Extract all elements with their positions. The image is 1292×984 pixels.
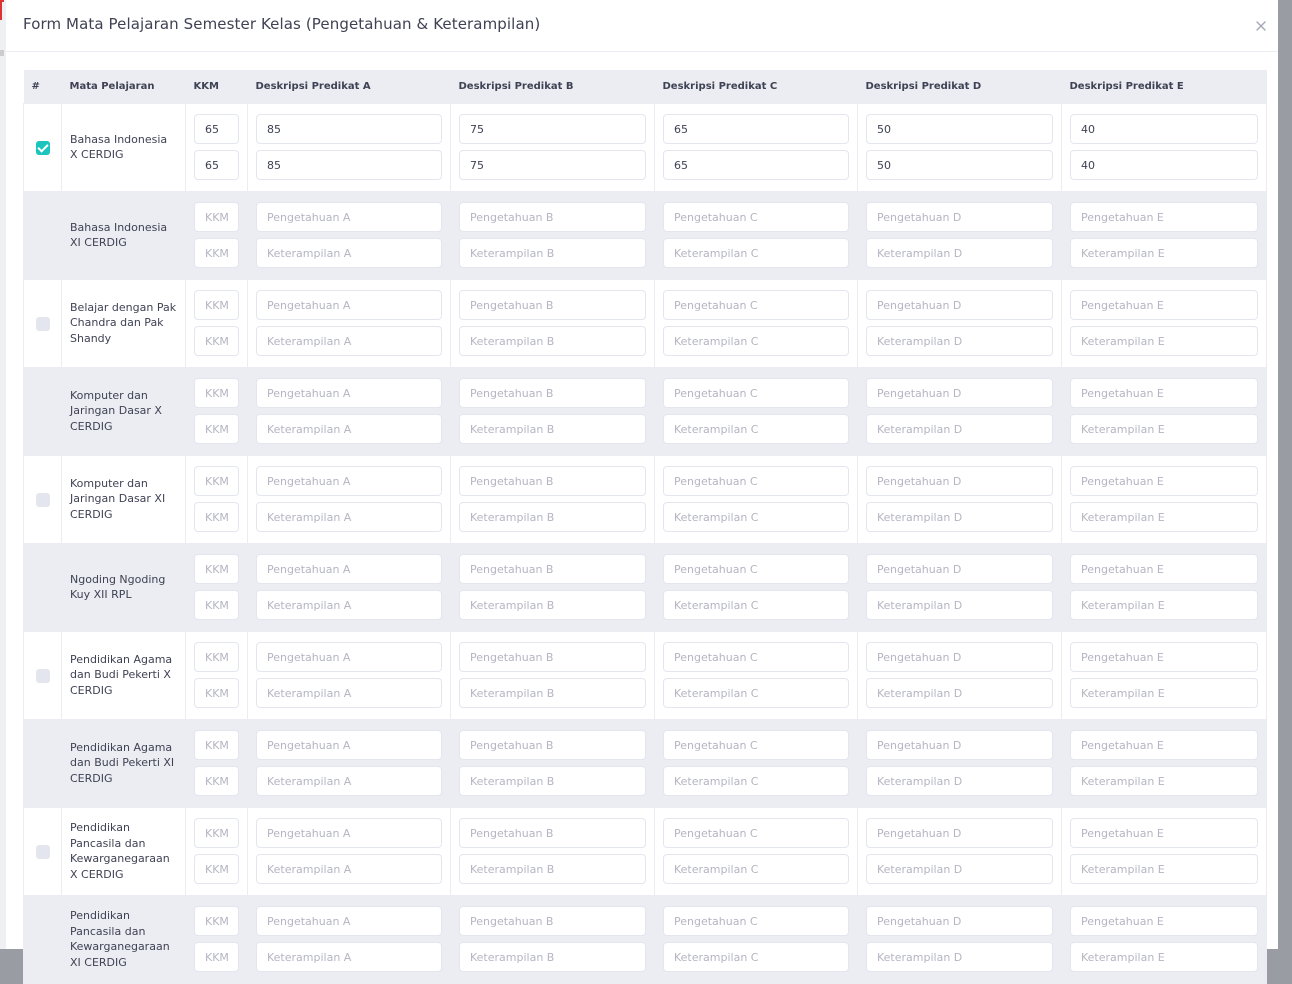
pengetahuan-e-input[interactable] — [1070, 290, 1258, 320]
keterampilan-c-input[interactable] — [663, 502, 849, 532]
predikat-d-cell — [858, 191, 1062, 279]
checkbox[interactable] — [36, 845, 50, 859]
keterampilan-b-input[interactable] — [459, 766, 646, 796]
predikat-a-cell — [248, 895, 451, 983]
keterampilan-b-input[interactable] — [459, 502, 646, 532]
pengetahuan-d-input[interactable] — [866, 818, 1053, 848]
predikat-e-cell — [1062, 895, 1267, 983]
kkm-keterampilan-input[interactable] — [194, 590, 239, 620]
keterampilan-c-input[interactable] — [663, 150, 849, 180]
subject-cell — [62, 279, 186, 367]
predikat-a-cell — [248, 103, 451, 191]
kkm-pengetahuan-input[interactable] — [194, 466, 239, 496]
predikat-d-cell — [858, 719, 1062, 807]
background-marker — [0, 50, 4, 56]
keterampilan-d-input[interactable] — [866, 238, 1053, 268]
subject-name: Pendidikan Agama dan Budi Pekerti XI CERDIG — [70, 740, 175, 785]
kkm-cell — [186, 455, 248, 543]
keterampilan-a-input[interactable] — [256, 942, 442, 972]
predikat-b-cell — [451, 543, 655, 631]
predikat-e-cell — [1062, 543, 1267, 631]
pengetahuan-b-input[interactable] — [459, 642, 646, 672]
kkm-pengetahuan-input[interactable] — [194, 642, 239, 672]
close-icon-glyph — [1251, 16, 1271, 36]
table-body — [24, 103, 1267, 983]
pengetahuan-c-input[interactable] — [663, 114, 849, 144]
pengetahuan-d-input[interactable] — [866, 730, 1053, 760]
predikat-d-cell — [858, 367, 1062, 455]
predikat-d-cell — [858, 631, 1062, 719]
keterampilan-c-input[interactable] — [663, 326, 849, 356]
predikat-c-cell — [655, 279, 858, 367]
pengetahuan-b-input[interactable] — [459, 466, 646, 496]
pengetahuan-b-input[interactable] — [459, 554, 646, 584]
kkm-pengetahuan-input[interactable] — [194, 114, 239, 144]
keterampilan-a-input[interactable] — [256, 590, 442, 620]
header-kkm: KKM — [186, 70, 248, 103]
kkm-cell — [186, 631, 248, 719]
table-row — [24, 807, 1267, 895]
kkm-keterampilan-input[interactable] — [194, 414, 239, 444]
pengetahuan-b-input[interactable] — [459, 906, 646, 936]
predikat-c-cell — [655, 631, 858, 719]
keterampilan-c-input[interactable] — [663, 854, 849, 884]
kkm-keterampilan-input[interactable] — [194, 678, 239, 708]
pengetahuan-c-input[interactable] — [663, 818, 849, 848]
keterampilan-e-input[interactable] — [1070, 326, 1258, 356]
keterampilan-b-input[interactable] — [459, 414, 646, 444]
subject-cell — [62, 631, 186, 719]
pengetahuan-d-input[interactable] — [866, 906, 1053, 936]
subject-name: Komputer dan Jaringan Dasar X CERDIG — [70, 388, 162, 433]
table-row — [24, 279, 1267, 367]
kkm-keterampilan-input[interactable] — [194, 238, 239, 268]
row-select-cell — [24, 895, 62, 983]
keterampilan-d-input[interactable] — [866, 590, 1053, 620]
keterampilan-d-input[interactable] — [866, 150, 1053, 180]
checkbox-checked[interactable] — [36, 141, 50, 155]
kkm-keterampilan-input[interactable] — [194, 766, 239, 796]
predikat-e-cell — [1062, 719, 1267, 807]
kkm-pengetahuan-input[interactable] — [194, 818, 239, 848]
subject-name: Pendidikan Pancasila dan Kewarganegaraan X CERDIG — [70, 821, 170, 881]
predikat-d-cell — [858, 543, 1062, 631]
checkbox[interactable] — [36, 317, 50, 331]
subject-cell — [62, 191, 186, 279]
pengetahuan-c-input[interactable] — [663, 378, 849, 408]
predikat-d-cell — [858, 279, 1062, 367]
keterampilan-d-input[interactable] — [866, 854, 1053, 884]
keterampilan-c-input[interactable] — [663, 590, 849, 620]
predikat-b-cell — [451, 279, 655, 367]
pengetahuan-a-input[interactable] — [256, 554, 442, 584]
background-marker — [0, 0, 4, 20]
predikat-c-cell — [655, 543, 858, 631]
predikat-c-cell — [655, 895, 858, 983]
predikat-e-cell — [1062, 807, 1267, 895]
pengetahuan-b-input[interactable] — [459, 114, 646, 144]
keterampilan-a-input[interactable] — [256, 678, 442, 708]
pengetahuan-b-input[interactable] — [459, 202, 646, 232]
row-select-cell — [24, 191, 62, 279]
kkm-cell — [186, 367, 248, 455]
keterampilan-a-input[interactable] — [256, 150, 442, 180]
pengetahuan-a-input[interactable] — [256, 642, 442, 672]
table-row — [24, 367, 1267, 455]
header-predikat-a: Deskripsi Predikat A — [248, 70, 451, 103]
pengetahuan-e-input[interactable] — [1070, 906, 1258, 936]
predikat-e-cell — [1062, 191, 1267, 279]
predikat-b-cell — [451, 807, 655, 895]
modal-header — [6, 0, 1285, 52]
subject-cell — [62, 455, 186, 543]
predikat-e-cell — [1062, 455, 1267, 543]
predikat-c-cell — [655, 455, 858, 543]
subject-table — [23, 70, 1267, 984]
predikat-a-cell — [248, 191, 451, 279]
subject-cell — [62, 807, 186, 895]
row-select-cell — [24, 455, 62, 543]
header-subject: Mata Pelajaran — [62, 70, 186, 103]
predikat-d-cell — [858, 895, 1062, 983]
header-predikat-d: Deskripsi Predikat D — [858, 70, 1062, 103]
predikat-d-cell — [858, 103, 1062, 191]
pengetahuan-d-input[interactable] — [866, 290, 1053, 320]
predikat-e-cell — [1062, 279, 1267, 367]
predikat-a-cell — [248, 367, 451, 455]
table-row — [24, 103, 1267, 191]
keterampilan-c-input[interactable] — [663, 238, 849, 268]
pengetahuan-a-input[interactable] — [256, 290, 442, 320]
pengetahuan-d-input[interactable] — [866, 202, 1053, 232]
predikat-c-cell — [655, 191, 858, 279]
table-row — [24, 631, 1267, 719]
keterampilan-b-input[interactable] — [459, 150, 646, 180]
subject-name: Komputer dan Jaringan Dasar XI CERDIG — [70, 476, 166, 521]
predikat-a-cell — [248, 807, 451, 895]
kkm-pengetahuan-input[interactable] — [194, 554, 239, 584]
pengetahuan-d-input[interactable] — [866, 466, 1053, 496]
pengetahuan-d-input[interactable] — [866, 642, 1053, 672]
modal-title: Form Mata Pelajaran Semester Kelas (Pengetahuan & Keterampilan) — [23, 15, 541, 33]
predikat-a-cell — [248, 543, 451, 631]
pengetahuan-e-input[interactable] — [1070, 114, 1258, 144]
kkm-keterampilan-input[interactable] — [194, 854, 239, 884]
predikat-c-cell — [655, 103, 858, 191]
row-select-cell — [24, 719, 62, 807]
kkm-keterampilan-input[interactable] — [194, 502, 239, 532]
keterampilan-e-input[interactable] — [1070, 238, 1258, 268]
predikat-b-cell — [451, 895, 655, 983]
predikat-a-cell — [248, 719, 451, 807]
kkm-cell — [186, 543, 248, 631]
header-predikat-e: Deskripsi Predikat E — [1062, 70, 1267, 103]
subject-name: Ngoding Ngoding Kuy XII RPL — [70, 572, 166, 601]
subject-name: Pendidikan Agama dan Budi Pekerti X CERDIG — [70, 652, 173, 697]
subject-cell — [62, 543, 186, 631]
subject-form-modal — [6, 0, 1285, 969]
kkm-cell — [186, 103, 248, 191]
kkm-pengetahuan-input[interactable] — [194, 378, 239, 408]
keterampilan-c-input[interactable] — [663, 678, 849, 708]
keterampilan-d-input[interactable] — [866, 678, 1053, 708]
kkm-keterampilan-input[interactable] — [194, 942, 239, 972]
pengetahuan-e-input[interactable] — [1070, 202, 1258, 232]
kkm-pengetahuan-input[interactable] — [194, 290, 239, 320]
subject-table-wrapper — [23, 70, 1266, 984]
kkm-cell — [186, 279, 248, 367]
pengetahuan-a-input[interactable] — [256, 466, 442, 496]
predikat-b-cell — [451, 103, 655, 191]
predikat-a-cell — [248, 455, 451, 543]
row-select-cell — [24, 807, 62, 895]
pengetahuan-e-input[interactable] — [1070, 730, 1258, 760]
predikat-e-cell — [1062, 631, 1267, 719]
subject-name: Bahasa Indonesia XI CERDIG — [70, 220, 168, 249]
kkm-pengetahuan-input[interactable] — [194, 202, 239, 232]
kkm-cell — [186, 895, 248, 983]
pengetahuan-a-input[interactable] — [256, 730, 442, 760]
predikat-c-cell — [655, 719, 858, 807]
pengetahuan-c-input[interactable] — [663, 554, 849, 584]
predikat-b-cell — [451, 631, 655, 719]
header-predikat-c: Deskripsi Predikat C — [655, 70, 858, 103]
pengetahuan-c-input[interactable] — [663, 202, 849, 232]
pengetahuan-d-input[interactable] — [866, 554, 1053, 584]
checkbox[interactable] — [36, 669, 50, 683]
keterampilan-e-input[interactable] — [1070, 502, 1258, 532]
keterampilan-a-input[interactable] — [256, 502, 442, 532]
keterampilan-a-input[interactable] — [256, 766, 442, 796]
predikat-e-cell — [1062, 103, 1267, 191]
pengetahuan-e-input[interactable] — [1070, 378, 1258, 408]
predikat-b-cell — [451, 367, 655, 455]
row-select-cell — [24, 367, 62, 455]
row-select-cell — [24, 631, 62, 719]
table-row — [24, 455, 1267, 543]
keterampilan-e-input[interactable] — [1070, 854, 1258, 884]
keterampilan-e-input[interactable] — [1070, 678, 1258, 708]
pengetahuan-a-input[interactable] — [256, 818, 442, 848]
predikat-d-cell — [858, 455, 1062, 543]
table-row — [24, 543, 1267, 631]
kkm-keterampilan-input[interactable] — [194, 150, 239, 180]
header-predikat-b: Deskripsi Predikat B — [451, 70, 655, 103]
pengetahuan-a-input[interactable] — [256, 378, 442, 408]
keterampilan-d-input[interactable] — [866, 766, 1053, 796]
predikat-c-cell — [655, 807, 858, 895]
kkm-pengetahuan-input[interactable] — [194, 906, 239, 936]
predikat-b-cell — [451, 719, 655, 807]
pengetahuan-b-input[interactable] — [459, 730, 646, 760]
checkbox[interactable] — [36, 493, 50, 507]
table-row — [24, 191, 1267, 279]
header-index: # — [24, 70, 62, 103]
pengetahuan-c-input[interactable] — [663, 290, 849, 320]
keterampilan-c-input[interactable] — [663, 942, 849, 972]
keterampilan-e-input[interactable] — [1070, 150, 1258, 180]
keterampilan-a-input[interactable] — [256, 326, 442, 356]
kkm-cell — [186, 191, 248, 279]
predikat-c-cell — [655, 367, 858, 455]
subject-cell — [62, 103, 186, 191]
kkm-keterampilan-input[interactable] — [194, 326, 239, 356]
keterampilan-c-input[interactable] — [663, 766, 849, 796]
keterampilan-a-input[interactable] — [256, 414, 442, 444]
close-icon[interactable] — [1251, 16, 1271, 36]
keterampilan-c-input[interactable] — [663, 414, 849, 444]
pengetahuan-e-input[interactable] — [1070, 642, 1258, 672]
kkm-pengetahuan-input[interactable] — [194, 730, 239, 760]
subject-cell — [62, 895, 186, 983]
table-header — [24, 70, 1267, 103]
keterampilan-e-input[interactable] — [1070, 766, 1258, 796]
keterampilan-d-input[interactable] — [866, 942, 1053, 972]
subject-name: Belajar dengan Pak Chandra dan Pak Shandy — [70, 300, 177, 345]
keterampilan-d-input[interactable] — [866, 502, 1053, 532]
pengetahuan-c-input[interactable] — [663, 906, 849, 936]
pengetahuan-e-input[interactable] — [1070, 554, 1258, 584]
predikat-a-cell — [248, 631, 451, 719]
keterampilan-d-input[interactable] — [866, 414, 1053, 444]
pengetahuan-e-input[interactable] — [1070, 818, 1258, 848]
kkm-cell — [186, 719, 248, 807]
keterampilan-b-input[interactable] — [459, 942, 646, 972]
pengetahuan-d-input[interactable] — [866, 114, 1053, 144]
keterampilan-b-input[interactable] — [459, 326, 646, 356]
keterampilan-e-input[interactable] — [1070, 590, 1258, 620]
row-select-cell — [24, 103, 62, 191]
pengetahuan-b-input[interactable] — [459, 378, 646, 408]
subject-name: Pendidikan Pancasila dan Kewarganegaraan XI CERDIG — [70, 909, 170, 969]
pengetahuan-c-input[interactable] — [663, 730, 849, 760]
row-select-cell — [24, 543, 62, 631]
predikat-b-cell — [451, 191, 655, 279]
pengetahuan-a-input[interactable] — [256, 114, 442, 144]
pengetahuan-c-input[interactable] — [663, 642, 849, 672]
keterampilan-b-input[interactable] — [459, 238, 646, 268]
pengetahuan-d-input[interactable] — [866, 378, 1053, 408]
keterampilan-e-input[interactable] — [1070, 414, 1258, 444]
subject-cell — [62, 367, 186, 455]
keterampilan-b-input[interactable] — [459, 678, 646, 708]
keterampilan-a-input[interactable] — [256, 854, 442, 884]
keterampilan-a-input[interactable] — [256, 238, 442, 268]
keterampilan-d-input[interactable] — [866, 326, 1053, 356]
subject-name: Bahasa Indonesia X CERDIG — [70, 132, 168, 161]
kkm-cell — [186, 807, 248, 895]
predikat-e-cell — [1062, 367, 1267, 455]
pengetahuan-c-input[interactable] — [663, 466, 849, 496]
subject-cell — [62, 719, 186, 807]
table-row — [24, 895, 1267, 983]
pengetahuan-a-input[interactable] — [256, 202, 442, 232]
keterampilan-b-input[interactable] — [459, 590, 646, 620]
pengetahuan-b-input[interactable] — [459, 290, 646, 320]
predikat-b-cell — [451, 455, 655, 543]
keterampilan-b-input[interactable] — [459, 854, 646, 884]
predikat-a-cell — [248, 279, 451, 367]
row-select-cell — [24, 279, 62, 367]
keterampilan-e-input[interactable] — [1070, 942, 1258, 972]
table-row — [24, 719, 1267, 807]
pengetahuan-b-input[interactable] — [459, 818, 646, 848]
pengetahuan-e-input[interactable] — [1070, 466, 1258, 496]
predikat-d-cell — [858, 807, 1062, 895]
pengetahuan-a-input[interactable] — [256, 906, 442, 936]
modal-right-edge — [1278, 0, 1285, 949]
